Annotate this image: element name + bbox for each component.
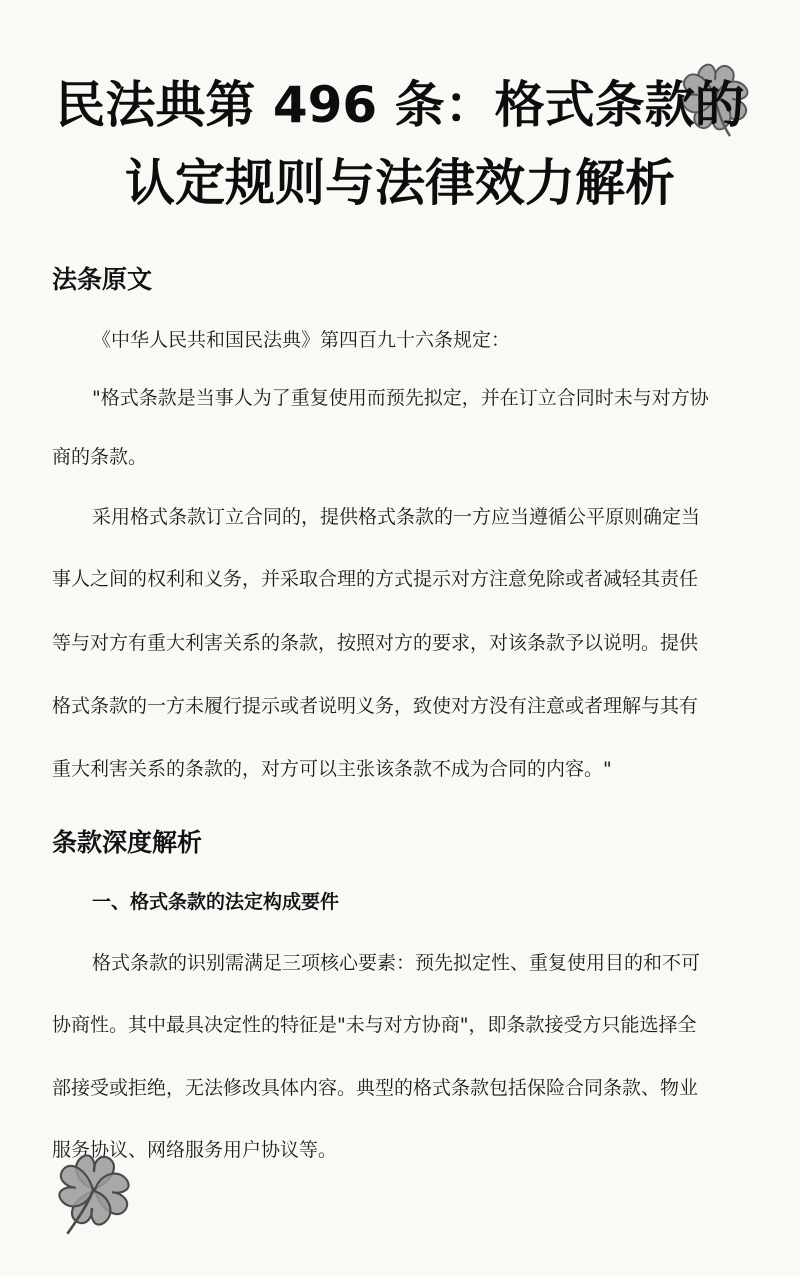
paragraph-line: 事人之间的权利和义务，并采取合理的方式提示对方注意免除或者减轻其责任 <box>52 568 699 590</box>
paragraph-line: 《中华人民共和国民法典》第四百九十六条规定： <box>92 329 511 351</box>
paragraph-line: 格式条款的一方未履行提示或者说明义务，致使对方没有注意或者理解与其有 <box>52 695 699 717</box>
section-heading-statute-text: 法条原文 <box>52 265 153 294</box>
paragraph-line: 采用格式条款订立合同的，提供格式条款的一方应当遵循公平原则确定当 <box>92 506 701 528</box>
paragraph-line: 服务协议、网络服务用户协议等。 <box>52 1139 338 1161</box>
subsection-heading: 一、格式条款的法定构成要件 <box>92 891 340 913</box>
four-leaf-clover-icon <box>46 1142 142 1238</box>
paragraph-line: 商的条款。 <box>52 446 148 468</box>
paragraph-line: 等与对方有重大利害关系的条款，按照对方的要求，对该条款予以说明。提供 <box>52 632 699 654</box>
paragraph-line: "格式条款是当事人为了重复使用而预先拟定，并在订立合同时未与对方协 <box>92 387 709 409</box>
paragraph-line: 重大利害关系的条款的，对方可以主张该条款不成为合同的内容。" <box>52 758 612 780</box>
document-title-line-1: 民法典第 496 条：格式条款的 <box>55 76 745 134</box>
document-title-line-2: 认定规则与法律效力解析 <box>125 154 675 212</box>
paragraph-line: 协商性。其中最具决定性的特征是"未与对方协商"，即条款接受方只能选择全 <box>52 1014 697 1036</box>
paragraph-line: 格式条款的识别需满足三项核心要素：预先拟定性、重复使用目的和不可 <box>92 952 701 974</box>
section-heading-clause-analysis: 条款深度解析 <box>52 828 203 857</box>
paragraph-line: 部接受或拒绝，无法修改具体内容。典型的格式条款包括保险合同条款、物业 <box>52 1077 699 1099</box>
